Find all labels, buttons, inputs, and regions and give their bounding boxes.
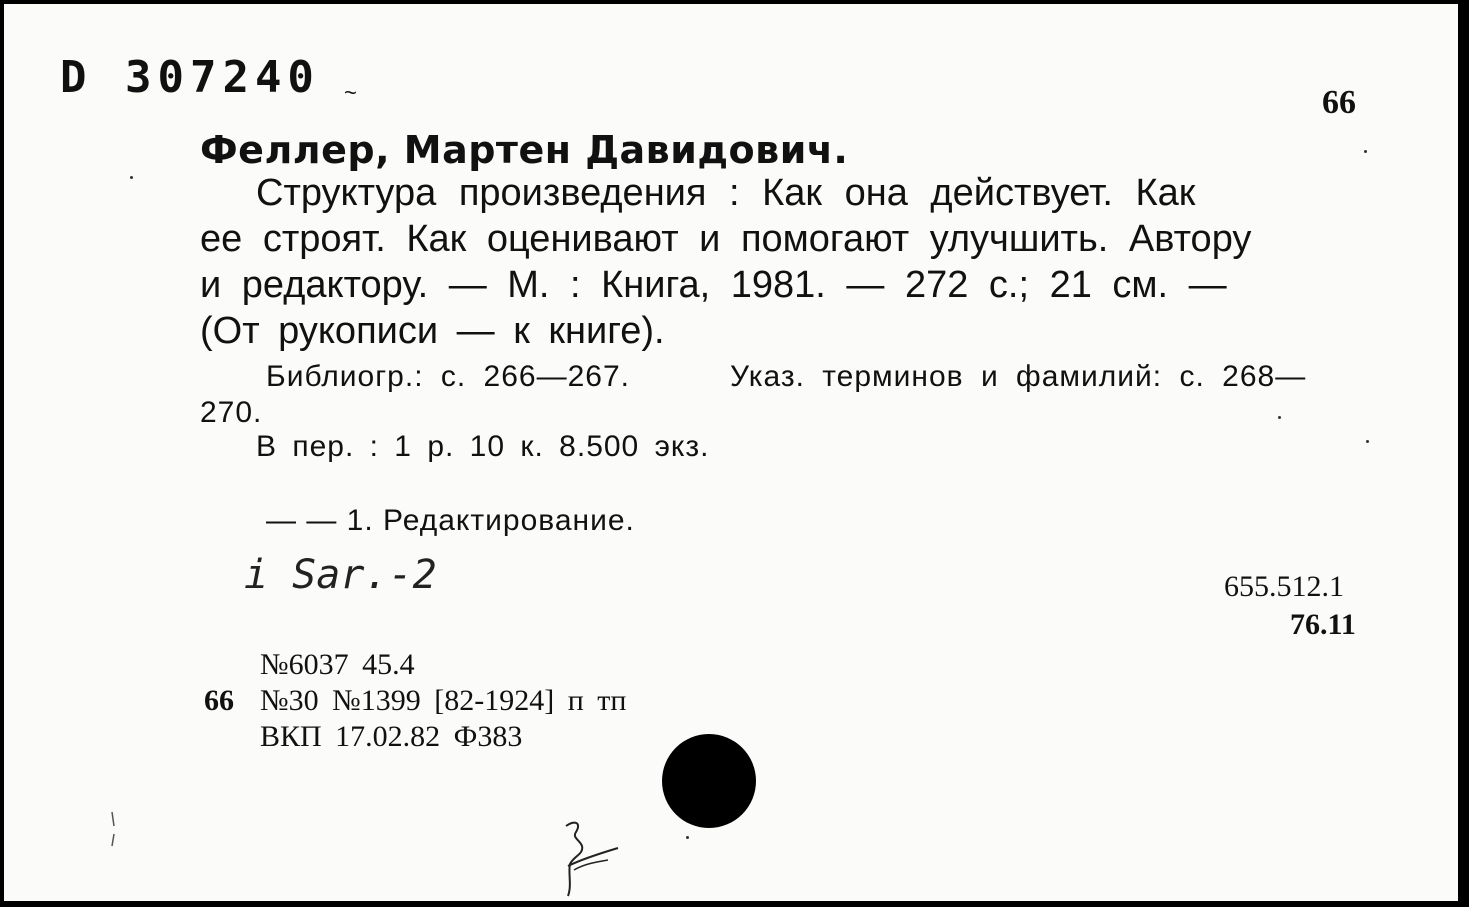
service-line-2-prefix: 66: [204, 684, 234, 717]
note-index: Указ. терминов и фамилий: с. 268—: [730, 360, 1307, 393]
bbk-code: 76.11: [1290, 608, 1356, 641]
service-line-3: ВКП 17.02.82 Ф383: [260, 720, 523, 753]
inventory-number: D 307240: [60, 52, 320, 103]
speck: [1366, 440, 1369, 443]
udc-code: 655.512.1: [1224, 570, 1344, 603]
speck: [130, 176, 133, 179]
service-line-1: №6037 45.4: [260, 648, 415, 681]
author-heading: Феллер, Мартен Давидович.: [200, 128, 849, 172]
subject-heading: — — 1. Редактирование.: [266, 504, 635, 537]
speck: [1278, 416, 1281, 419]
title-line-1: Структура произведения : Как она действует. Как: [256, 172, 1196, 214]
pencil-tick-icon: [106, 810, 122, 850]
price-and-print-run: В пер. : 1 р. 10 к. 8.500 экз.: [256, 430, 710, 463]
service-line-2: №30 №1399 [82-1924] п тп: [260, 684, 627, 717]
note-index-continued: 270.: [200, 396, 263, 429]
classification-code-top: 66: [1322, 84, 1356, 121]
handwritten-signature-icon: [560, 816, 624, 898]
punch-hole: [662, 734, 756, 828]
speck: [686, 836, 689, 839]
title-line-4: (От рукописи — к книге).: [200, 310, 665, 352]
inventory-mark: ~: [344, 80, 357, 105]
speck: [1364, 150, 1367, 153]
note-bibliography: Библиогр.: с. 266—267.: [266, 360, 630, 393]
title-line-2: ее строят. Как оценивают и помогают улучшить. Автору: [200, 218, 1252, 260]
catalog-card: [4, 4, 1466, 904]
title-line-3: и редактору. — М. : Книга, 1981. — 272 с.; 21 см. —: [200, 264, 1227, 306]
handwritten-note: i Sar.-2: [244, 552, 437, 598]
